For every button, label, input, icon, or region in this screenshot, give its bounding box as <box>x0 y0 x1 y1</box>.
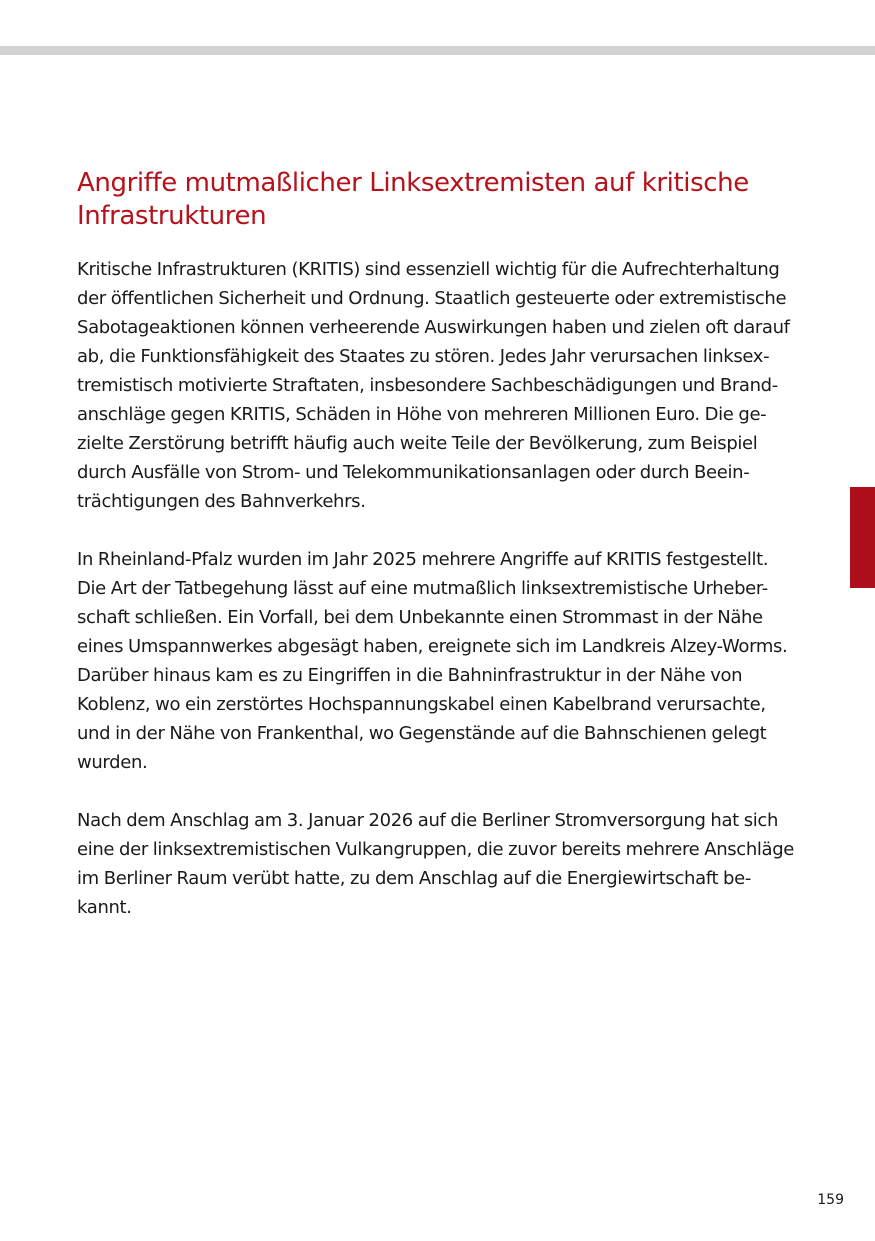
page-content <box>77 167 802 951</box>
chapter-tab-marker <box>850 487 875 588</box>
text-line: ab, die Funktionsfähigkeit des Staates zu stören. Jedes Jahr verursachen linksex- <box>77 346 770 367</box>
text-line: der öffentlichen Sicherheit und Ordnung. Staatlich gesteuerte oder extremistische <box>77 288 787 309</box>
text-line: kannt. <box>77 897 132 918</box>
paragraph-rheinland-pfalz <box>77 545 802 777</box>
page-number: 159 <box>817 1192 844 1208</box>
top-rule <box>0 46 875 55</box>
paragraph-kritis-intro <box>77 255 802 516</box>
text-line: anschläge gegen KRITIS, Schäden in Höhe von mehreren Millionen Euro. Die ge- <box>77 404 767 425</box>
paragraph-berlin-anschlag <box>77 806 802 922</box>
text-line: im Berliner Raum verübt hatte, zu dem Anschlag auf die Energiewirtschaft be- <box>77 868 751 889</box>
heading-line-2: Infrastrukturen <box>77 201 267 231</box>
text-line: Sabotageaktionen können verheerende Auswirkungen haben und zielen oft darauf <box>77 317 790 338</box>
text-line: Darüber hinaus kam es zu Eingriffen in die Bahninfrastruktur in der Nähe von <box>77 665 743 686</box>
heading-line-1: Angriffe mutmaßlicher Linksextremisten auf kritische <box>77 168 749 198</box>
text-line: eines Umspannwerkes abgesägt haben, ereignete sich im Landkreis Alzey-Worms. <box>77 636 788 657</box>
text-line: In Rheinland-Pfalz wurden im Jahr 2025 mehrere Angriffe auf KRITIS festgestellt. <box>77 549 769 570</box>
text-line: eine der linksextremistischen Vulkangruppen, die zuvor bereits mehrere Anschläge <box>77 839 795 860</box>
text-line: durch Ausfälle von Strom- und Telekommunikationsanlagen oder durch Beein- <box>77 462 750 483</box>
text-line: zielte Zerstörung betrifft häufig auch weite Teile der Bevölkerung, zum Beispiel <box>77 433 758 454</box>
page-heading <box>77 167 802 233</box>
text-line: trächtigungen des Bahnverkehrs. <box>77 491 366 512</box>
text-line: Koblenz, wo ein zerstörtes Hochspannungskabel einen Kabelbrand verursachte, <box>77 694 766 715</box>
text-line: Nach dem Anschlag am 3. Januar 2026 auf die Berliner Stromversorgung hat sich <box>77 810 779 831</box>
text-line: schaft schließen. Ein Vorfall, bei dem Unbekannte einen Strommast in der Nähe <box>77 607 763 628</box>
text-line: und in der Nähe von Frankenthal, wo Gegenstände auf die Bahnschienen gelegt <box>77 723 767 744</box>
text-line: Die Art der Tatbegehung lässt auf eine mutmaßlich linksextremistische Urheber- <box>77 578 768 599</box>
text-line: Kritische Infrastrukturen (KRITIS) sind essenziell wichtig für die Aufrechterhaltung <box>77 259 780 280</box>
text-line: tremistisch motivierte Straftaten, insbesondere Sachbeschädigungen und Brand- <box>77 375 778 396</box>
text-line: wurden. <box>77 752 148 773</box>
